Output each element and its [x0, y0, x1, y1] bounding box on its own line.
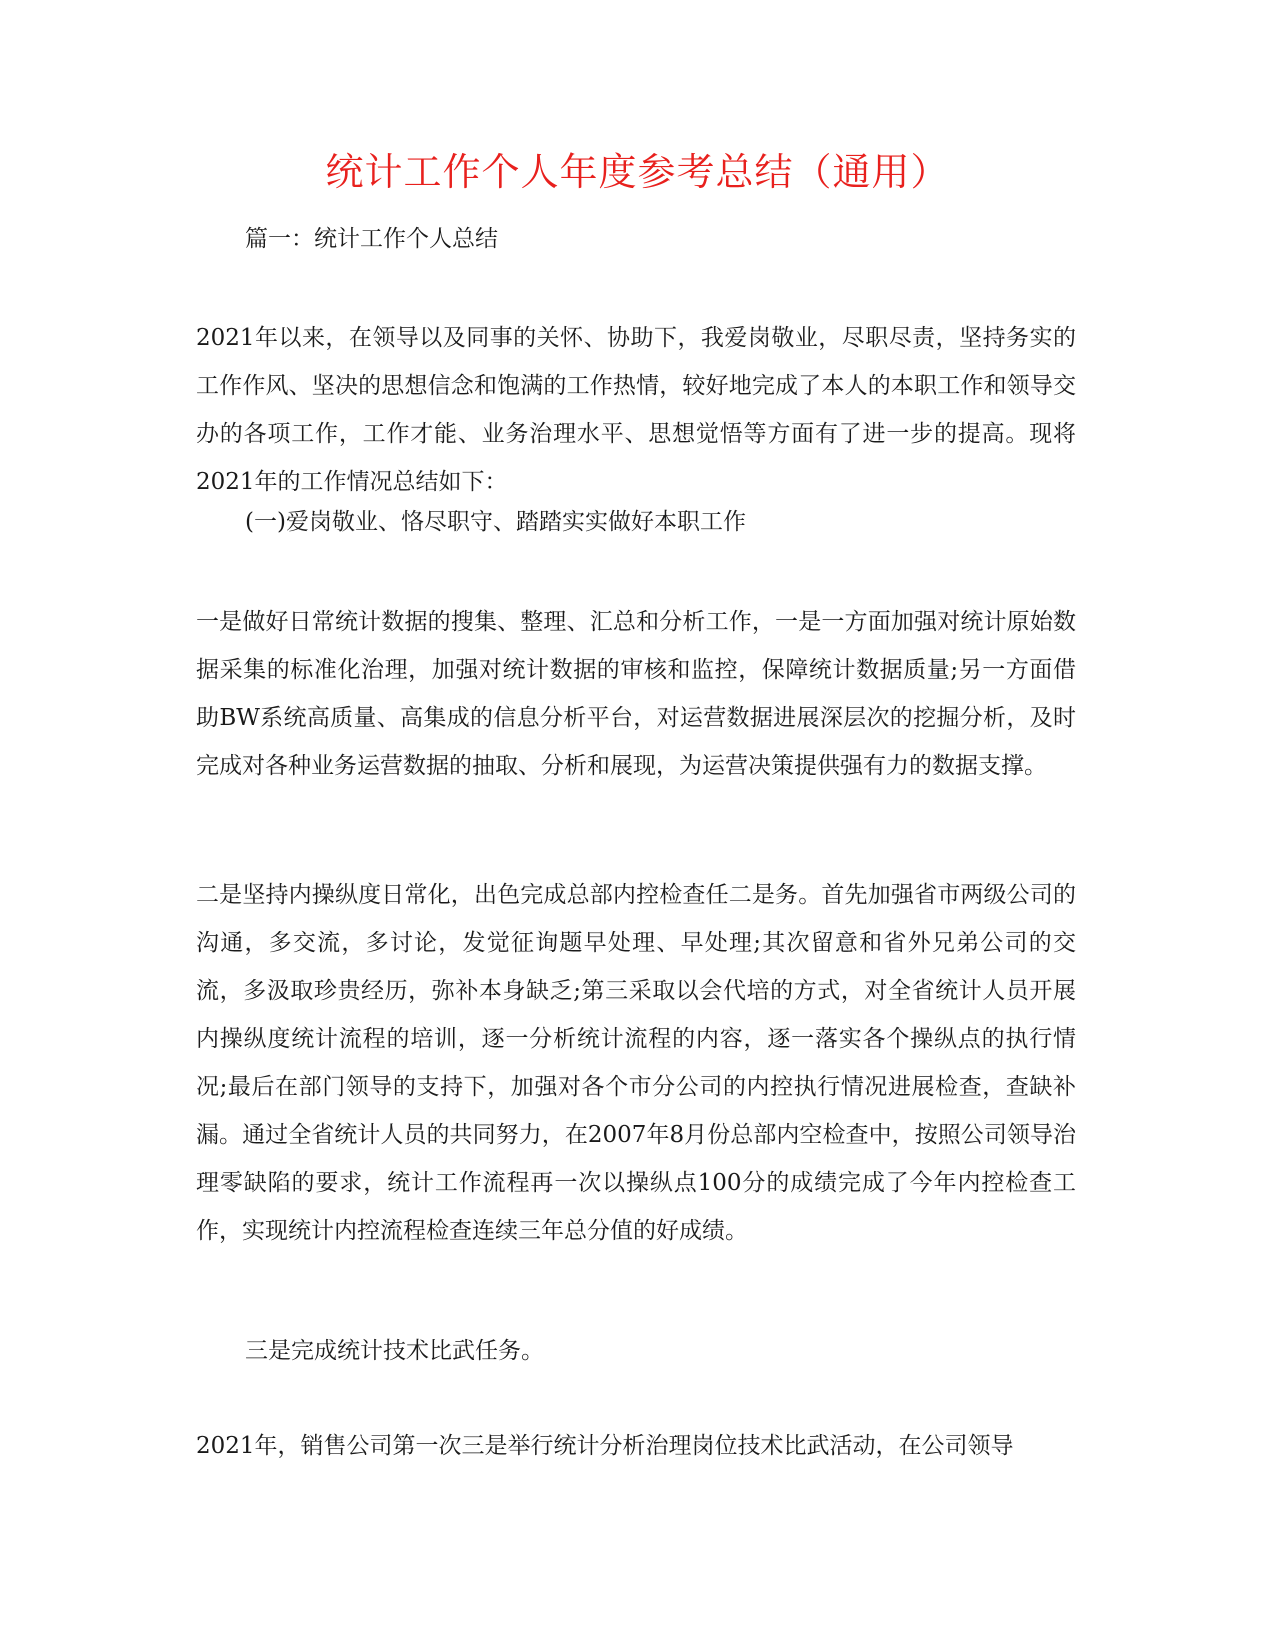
- paragraph-intro: 2021年以来，在领导以及同事的关怀、协助下，我爱岗敬业，尽职尽责，坚持务实的工作作风、坚决的思想信念和饱满的工作热情，较好地完成了本人的本职工作和领导交办的各项工作，工作才能、业务治理水平、思想觉悟等方面有了进一步的提高。现将2021年的工作情况总结如下：: [196, 325, 1076, 495]
- document-title: 统计工作个人年度参考总结（通用）: [325, 150, 950, 194]
- paragraph-data-work: 一是做好日常统计数据的搜集、整理、汇总和分析工作，一是一方面加强对统计原始数据采集的标准化治理，加强对统计数据的审核和监控，保障统计数据质量;另一方面借助BW系统高质量、高集成的信息分析平台，对运营数据进展深层次的挖掘分析，及时完成对各种业务运营数据的抽取、分析和展现，为运营决策提供强有力的数据支撑。: [196, 609, 1076, 779]
- section-subheading: 篇一：统计工作个人总结: [245, 226, 498, 252]
- paragraph-internal-control: 二是坚持内操纵度日常化，出色完成总部内控检查任二是务。首先加强省市两级公司的沟通，多交流，多讨论，发觉征询题早处理、早处理;其次留意和省外兄弟公司的交流，多汲取珍贵经历，弥补本身缺乏;第三采取以会代培的方式，对全省统计人员开展内操纵度统计流程的培训，逐一分析统计流程的内容，逐一落实各个操纵点的执行情况;最后在部门领导的支持下，加强对各个市分公司的内控执行情况进展检查，查缺补漏。通过全省统计人员的共同努力，在2007年8月份总部内空检查中，按照公司领导治理零缺陷的要求，统计工作流程再一次以操纵点100分的成绩完成了今年内控检查工作，实现统计内控流程检查连续三年总分值的好成绩。: [196, 882, 1076, 1244]
- section-line-2: 三是完成统计技术比武任务。: [245, 1338, 544, 1364]
- paragraph-competition: 2021年，销售公司第一次三是举行统计分析治理岗位技术比武活动，在公司领导: [196, 1433, 1014, 1459]
- section-line-1: (一)爱岗敬业、恪尽职守、踏踏实实做好本职工作: [245, 509, 746, 535]
